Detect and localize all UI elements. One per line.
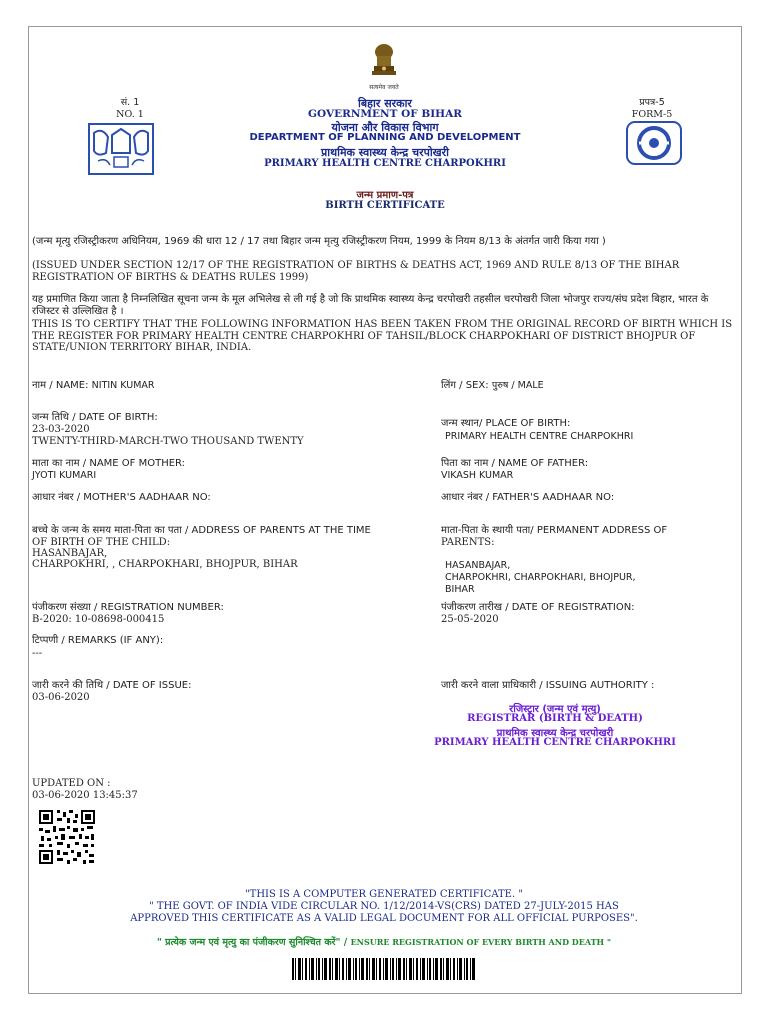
registration-number-label: पंजीकरण संख्या / REGISTRATION NUMBER: <box>32 602 224 613</box>
form-number-hi: प्रपत्र-5 <box>639 97 665 108</box>
updated-on-label: UPDATED ON : <box>32 778 111 789</box>
date-of-birth-label: जन्म तिथि / DATE OF BIRTH: <box>32 412 158 423</box>
sex-row <box>441 380 544 392</box>
mother-name-label: माता का नाम / NAME OF MOTHER: <box>32 458 186 469</box>
place-of-birth-value: PRIMARY HEALTH CENTRE CHARPOKHRI <box>445 431 634 442</box>
certify-statement-hi: यह प्रमाणित किया जाता है निम्नलिखित सूचना जन्म के मूल अभिलेख से ली गई है जो कि प्राथमिक स्वास्थ्य केन्द्र चरपोखरी तहसील चरपोखरी जिला भोजपुर राज्य/संघ प्रदेश बिहार, भारत के रजिस्टर से उल्लिखित है । <box>32 294 709 317</box>
issuing-authority-label: जारी करने वाला प्राधिकारी / ISSUING AUTHORITY : <box>441 680 655 691</box>
crs-logo-icon <box>626 121 682 165</box>
national-emblem-icon <box>368 42 400 82</box>
footer-circular-line-1: " THE GOVT. OF INDIA VIDE CIRCULAR NO. 1/12/2014-VS(CRS) DATED 27-JULY-2015 HAS <box>149 901 619 912</box>
father-aadhaar-label: आधार नंबर / FATHER'S AADHAAR NO: <box>441 492 615 503</box>
permanent-address-line-2: CHARPOKHRI, CHARPOKHARI, BHOJPUR, <box>445 572 636 583</box>
address-at-birth-line-1: HASANBAJAR, <box>32 548 108 559</box>
state-name-en: GOVERNMENT OF BIHAR <box>308 108 462 120</box>
date-of-issue-value: 03-06-2020 <box>32 692 90 703</box>
address-at-birth-label-1: बच्चे के जन्म के समय माता-पिता का पता / ADDRESS OF PARENTS AT THE TIME <box>32 525 371 536</box>
qr-code-icon <box>37 808 97 866</box>
address-at-birth-label-2: OF BIRTH OF THE CHILD: <box>32 537 171 548</box>
certificate-title-en: BIRTH CERTIFICATE <box>325 200 445 211</box>
footer-computer-generated: "THIS IS A COMPUTER GENERATED CERTIFICATE. " <box>245 889 523 900</box>
remarks-label: टिप्पणी / REMARKS (IF ANY): <box>32 635 164 646</box>
form-number-en: FORM-5 <box>631 109 673 120</box>
date-of-birth-value: 23-03-2020 <box>32 424 90 435</box>
slogan-hi: " प्रत्येक जन्म एवं मृत्यु का पंजीकरण सुनिश्चित करें" / <box>156 937 348 948</box>
certificate-title-hi: जन्म प्रमाण-पत्र <box>356 190 414 201</box>
registration-date-value: 25-05-2020 <box>441 614 499 625</box>
permanent-address-label-1: माता-पिता के स्थायी पता/ PERMANENT ADDRESS OF <box>441 525 668 536</box>
slogan-en: ENSURE REGISTRATION OF EVERY BIRTH AND DEATH " <box>350 937 612 947</box>
child-name-label: नाम / NAME: <box>32 380 89 391</box>
child-name-value: NITIN KUMAR <box>91 380 155 391</box>
authority-title-hi: रजिस्ट्रार (जन्म एवं मृत्यु) <box>509 704 601 715</box>
father-name-label: पिता का नाम / NAME OF FATHER: <box>441 458 589 469</box>
father-name-value: VIKASH KUMAR <box>441 470 514 481</box>
registration-date-label: पंजीकरण तारीख / DATE OF REGISTRATION: <box>441 602 635 613</box>
department-name-hi: योजना और विकास विभाग <box>331 121 439 134</box>
barcode-icon <box>292 958 476 980</box>
footer-circular-line-2: APPROVED THIS CERTIFICATE AS A VALID LEGAL DOCUMENT FOR ALL OFFICIAL PURPOSES". <box>130 913 638 924</box>
bihar-government-logo-icon <box>88 123 154 175</box>
child-name-row <box>32 380 155 392</box>
remarks-value: --- <box>32 648 43 659</box>
authority-office-en: PRIMARY HEALTH CENTRE CHARPOKHRI <box>434 737 676 748</box>
serial-number-hi: सं. 1 <box>120 97 140 108</box>
issued-under-hi: (जन्म मृत्यु रजिस्ट्रीकरण अधिनियम, 1969 की धारा 12 / 17 तथा बिहार जन्म मृत्यु रजिस्ट्रीकरण नियम, 1999 के नियम 8/13 के अंतर्गत जारी किया गया ) <box>32 236 606 247</box>
mother-aadhaar-label: आधार नंबर / MOTHER'S AADHAAR NO: <box>32 492 211 503</box>
state-name-hi: बिहार सरकार <box>358 97 412 110</box>
authority-office-hi: प्राथमिक स्वास्थ्य केन्द्र चरपोखरी <box>496 728 614 739</box>
mother-name-value: JYOTI KUMARI <box>32 470 97 481</box>
serial-number-en: NO. 1 <box>116 109 144 120</box>
address-at-birth-line-2: CHARPOKHRI, , CHARPOKHARI, BHOJPUR, BIHAR <box>32 559 298 570</box>
registration-slogan <box>60 935 708 948</box>
updated-on-value: 03-06-2020 13:45:37 <box>32 790 138 801</box>
registration-number-value: B-2020: 10-08698-000415 <box>32 614 165 625</box>
issued-under-en: (ISSUED UNDER SECTION 12/17 OF THE REGISTRATION OF BIRTHS & DEATHS ACT, 1969 AND RULE 8/13 OF THE BIHAR REGISTRATION OF BIRTHS & DEATHS RULES 1999) <box>32 260 680 283</box>
authority-title-en: REGISTRAR (BIRTH & DEATH) <box>467 713 643 724</box>
phc-name-hi: प्राथमिक स्वास्थ्य केन्द्र चरपोखरी <box>320 146 450 159</box>
date-of-issue-label: जारी करने की तिथि / DATE OF ISSUE: <box>32 680 192 691</box>
emblem-motto: सत्यमेव जयते <box>369 84 399 91</box>
phc-name-en: PRIMARY HEALTH CENTRE CHARPOKHRI <box>264 158 506 169</box>
permanent-address-label-2: PARENTS: <box>441 537 495 548</box>
sex-label: लिंग / SEX: <box>441 380 489 391</box>
place-of-birth-label: जन्म स्थान/ PLACE OF BIRTH: <box>441 418 571 429</box>
sex-value: पुरुष / MALE <box>491 380 544 391</box>
permanent-address-line-3: BIHAR <box>445 584 475 595</box>
certify-statement-en: THIS IS TO CERTIFY THAT THE FOLLOWING INFORMATION HAS BEEN TAKEN FROM THE ORIGINAL RECORD OF BIRTH WHICH IS THE REGISTER FOR PRIMARY HEALTH CENTRE CHARPOKHRI OF TAHSIL/BLOCK CHARPOKHARI OF DISTRICT BHOJPUR OF STATE/UNION TERRITORY BIHAR, INDIA. <box>32 319 733 353</box>
department-name-en: DEPARTMENT OF PLANNING AND DEVELOPMENT <box>249 132 521 143</box>
permanent-address-line-1: HASANBAJAR, <box>445 560 511 571</box>
date-of-birth-words: TWENTY-THIRD-MARCH-TWO THOUSAND TWENTY <box>32 436 304 447</box>
